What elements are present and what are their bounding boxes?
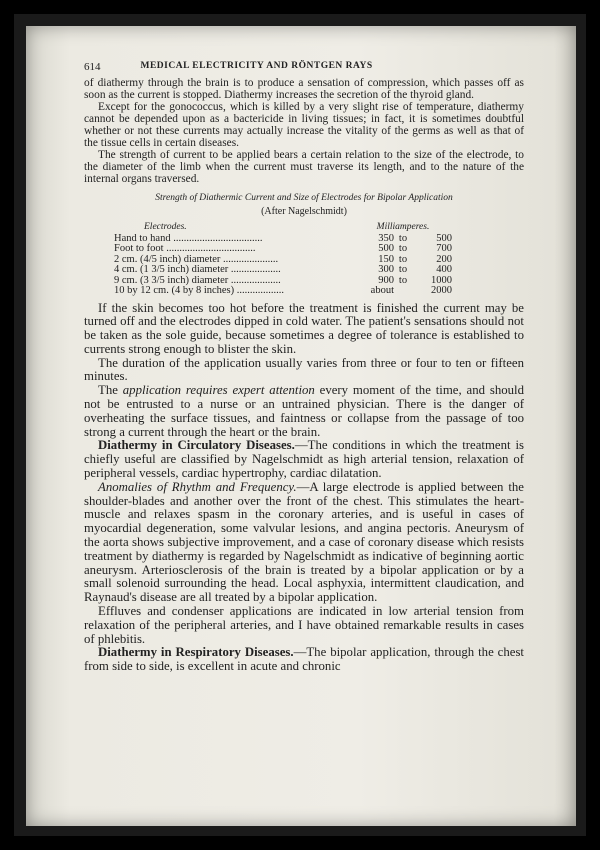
row-high: 500 — [436, 232, 452, 244]
row-low: 150 — [378, 253, 394, 265]
page-text — [84, 61, 524, 674]
paragraph — [84, 384, 524, 439]
row-label: Hand to hand .................................. — [114, 232, 263, 244]
col-electrodes: Electrodes. — [144, 222, 187, 232]
paragraph — [84, 646, 524, 674]
paragraph: The duration of the application usually varies from three or four to ten or fifteen minutes. — [84, 355, 524, 384]
row-to: to — [398, 274, 408, 286]
row-to — [394, 286, 412, 297]
paragraph — [84, 439, 524, 480]
book-page — [26, 26, 576, 826]
row-label: 9 cm. (3 3/5 inch) diameter ................... — [114, 274, 281, 286]
row-low: 500 — [378, 243, 394, 254]
text-run: every moment of the time, and should not be entrusted to a nurse or an untrained physician. There is the danger of overheating the surface tissues, and faintness or collapse from the passage of too strong a current through the heart or the brain. — [84, 383, 524, 439]
row-low: 300 — [378, 264, 394, 275]
body-section — [84, 302, 524, 675]
subsection-heading: Anomalies of Rhythm and Frequency. — [98, 479, 297, 494]
row-high: 2000 — [431, 285, 452, 296]
table-header-row — [114, 221, 452, 234]
row-label: 4 cm. (1 3/5 inch) diameter ................... — [114, 264, 281, 275]
paragraph: Effluves and condenser applications are indicated in low arterial tension from relaxation of the peripheral arteries, and I have obtained remarkable results in cases of phlebitis. — [84, 604, 524, 646]
text-run: —The conditions in which the treatment is chiefly useful are classified by Nagelschmidt as high arterial tension, relaxation of peripheral vessels, cardiac hypertrophy, cardiac dilatation. — [84, 438, 524, 481]
row-label: 10 by 12 cm. (4 by 8 inches) .................. — [114, 285, 285, 296]
paragraph: If the skin becomes too hot before the treatment is finished the current may be turned off and the electrodes dipped in cold water. The patient's sensations should not be taken as the sole guide, because sometimes a degree of tolerance is established to currents strong enough to blister the skin. — [84, 300, 524, 356]
running-title: MEDICAL ELECTRICITY AND RÖNTGEN RAYS — [140, 61, 373, 71]
table-subcaption: (After Nagelschmidt) — [261, 206, 347, 217]
text-run: The — [98, 383, 123, 398]
row-high: 400 — [436, 264, 452, 275]
row-label: Foot to foot .................................. — [114, 243, 256, 254]
paragraph: of diathermy through the brain is to produce a sensation of compression, which passes off as soon as the current is stopped. Diathermy increases the secretion of the thyroid gland. — [84, 77, 524, 101]
emphasis: application requires expert attention — [122, 383, 315, 398]
current-table — [114, 221, 452, 297]
row-to: to — [398, 232, 408, 244]
col-milliamperes: Milliamperes. — [376, 222, 430, 232]
paragraph: The strength of current to be applied bears a certain relation to the size of the electrode, to the diameter of the limb when the current must traverse its length, and to the nature of the internal organs traversed. — [84, 149, 524, 185]
paragraph — [84, 481, 524, 605]
row-to: to — [398, 243, 408, 254]
row-to: to — [398, 264, 408, 275]
row-high: 200 — [436, 253, 452, 265]
row-low: about — [370, 285, 394, 296]
table-row — [114, 265, 452, 276]
row-low: 900 — [378, 274, 394, 286]
row-low: 350 — [378, 232, 394, 244]
text-run: —A large electrode is applied between the shoulder-blades and another over the front of the chest. This stimulates the heart-muscle and relaxes spasm in the coronary arteries, and is useful in cases of myocardial degeneration, some valvular lesions, and angina pectoris. Aneurysm of the aorta shows subjective improvement, and a case of coronary disease which resists treatment by diathermy is regarded by Nagelschmidt as indicative of beginning aortic aneurysm. Arteriosclerosis of the brain is treated by a bipolar application or by a small solenoid surrounding the head. Local asphyxia, intermittent claudication, and Raynaud's disease are all treated by a bipolar application. — [84, 479, 524, 605]
text-run: —The bipolar application, through the chest from side to side, is excellent in acute and chronic — [84, 645, 524, 674]
row-label: 2 cm. (4/5 inch) diameter ..................... — [114, 253, 279, 265]
section-heading: Diathermy in Circulatory Diseases. — [98, 438, 295, 453]
row-high: 1000 — [431, 274, 452, 286]
top-section — [84, 77, 524, 185]
page-header — [84, 61, 524, 73]
table-caption: Strength of Diathermic Current and Size of Electrodes for Bipolar Application — [155, 193, 453, 203]
row-to: to — [398, 253, 408, 265]
paragraph: Except for the gonococcus, which is killed by a very slight rise of temperature, diathermy cannot be depended upon as a bactericide in living tissues; in fact, it is sometimes doubtful whether or not these currents may actually increase the vitality of the germs as well as that of the tissue cells in certain diseases. — [84, 101, 524, 149]
table-row — [114, 244, 452, 255]
page-number: 614 — [84, 61, 101, 73]
table-row — [114, 286, 452, 297]
row-high: 700 — [436, 243, 452, 254]
section-heading: Diathermy in Respiratory Diseases. — [98, 645, 294, 660]
